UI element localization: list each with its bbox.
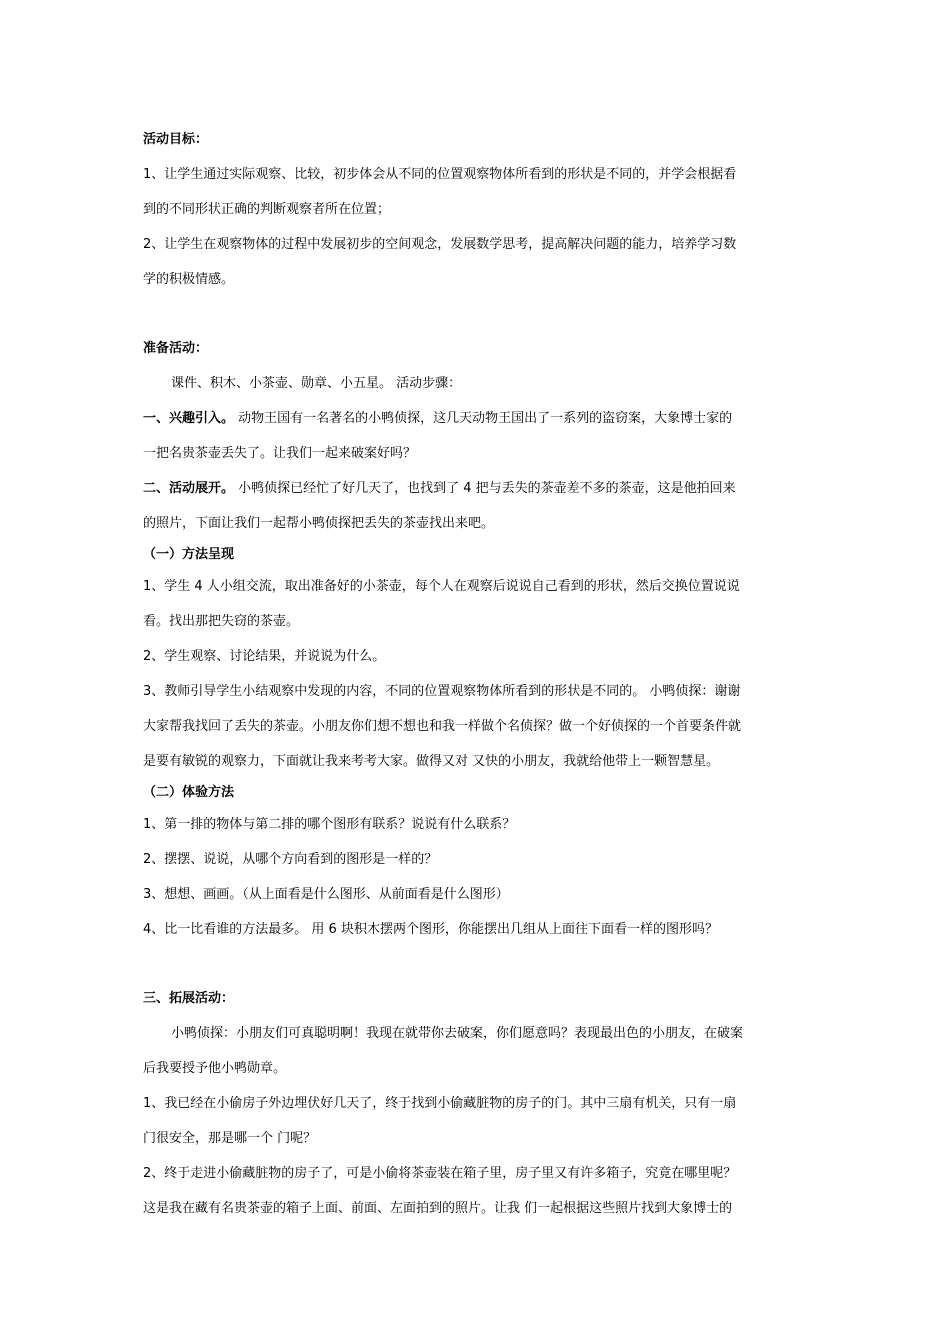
experience-item-3: 3、想想、画画。（从上面看是什么图形、从前面看是什么图形） [143,887,509,902]
prep-materials: 课件、积木、小茶壶、勋章、小五星。 活动步骤： [171,376,462,391]
step-1-line-1 [143,401,813,436]
step-1-label: 一、兴趣引入。 [143,411,235,426]
method-item-1-line-2: 看。找出那把失窃的茶壶。 [143,614,300,629]
section-spacer [143,947,813,981]
method-item-2: 2、学生观察、讨论结果，并说说为什么。 [143,649,386,664]
document-page [143,122,813,1226]
extend-heading: 三、拓展活动： [143,991,235,1006]
extend-intro-line-1: 小鸭侦探：小朋友们可真聪明啊！我现在就带你去破案，你们愿意吗？表现最出色的小朋友，在破案 [171,1026,744,1041]
experience-item-1: 1、第一排的物体与第二排的哪个图形有联系？说说有什么联系？ [143,817,516,832]
extend-item-2-line-2: 这是我在藏有名贵茶壶的箱子上面、前面、左面拍到的照片。让我 们一起根据这些照片找到大象博士的 [143,1201,733,1216]
extend-intro-line-2: 后我要授予他小鸭勋章。 [143,1061,287,1076]
method-item-3-line-3: 是要有敏锐的观察力，下面就让我来考考大家。做得又对 又快的小朋友，我就给他带上一颗智慧星。 [143,754,720,769]
extend-item-1-line-2: 门很安全，那是哪一个 门呢？ [143,1131,317,1146]
section-spacer [143,297,813,331]
prep-heading: 准备活动： [143,341,209,356]
step-2-text: 小鸭侦探已经忙了好几天了，也找到了 4 把与丢失的茶壶差不多的茶壶，这是他拍回来 [234,481,736,496]
step-2-label: 二、活动展开。 [143,481,235,496]
step-2-line-2: 的照片，下面让我们一起帮小鸭侦探把丢失的茶壶找出来吧。 [143,516,495,531]
goals-item-2-line-1: 2、让学生在观察物体的过程中发展初步的空间观念，发展数学思考，提高解决问题的能力，培养学习数 [143,237,737,252]
extend-item-2-line-1: 2、终于走进小偷藏脏物的房子了，可是小偷将茶壶装在箱子里，房子里又有许多箱子，究竟在哪里呢？ [143,1166,737,1181]
experience-item-4: 4、比一比看谁的方法最多。 用 6 块积木摆两个图形，你能摆出几组从上面往下面看一样的图形吗？ [143,922,718,937]
step-2-line-1 [143,471,813,506]
step-1-text: 动物王国有一名著名的小鸭侦探，这几天动物王国出了一系列的盗窃案，大象博士家的 [234,411,733,426]
goals-item-1-line-2: 到的不同形状正确的判断观察者所在位置； [143,202,391,217]
method-heading: （一）方法呈现 [143,547,235,562]
goals-item-1-line-1: 1、让学生通过实际观察、比较，初步体会从不同的位置观察物体所看到的形状是不同的，并学会根据看 [143,167,737,182]
goals-item-2-line-2: 学的积极情感。 [143,272,235,287]
step-1-line-2: 一把名贵茶壶丢失了。让我们一起来破案好吗？ [143,446,417,461]
experience-heading: （二）体验方法 [143,785,235,800]
method-item-1-line-1: 1、学生 4 人小组交流，取出准备好的小茶壶，每个人在观察后说说自己看到的形状，然后交换位置说说 [143,579,740,594]
experience-item-2: 2、摆摆、说说，从哪个方向看到的图形是一样的？ [143,852,438,867]
method-item-3-line-2: 大家帮我找回了丢失的茶壶。小朋友你们想不想也和我一样做个名侦探？做一个好侦探的一个首要条件就 [143,719,742,734]
extend-item-1-line-1: 1、我已经在小偷房子外边埋伏好几天了，终于找到小偷藏脏物的房子的门。其中三扇有机关，只有一扇 [143,1096,737,1111]
goals-heading: 活动目标： [143,132,209,147]
method-item-3-line-1: 3、教师引导学生小结观察中发现的内容，不同的位置观察物体所看到的形状是不同的。 小鸭侦探：谢谢 [143,684,741,699]
